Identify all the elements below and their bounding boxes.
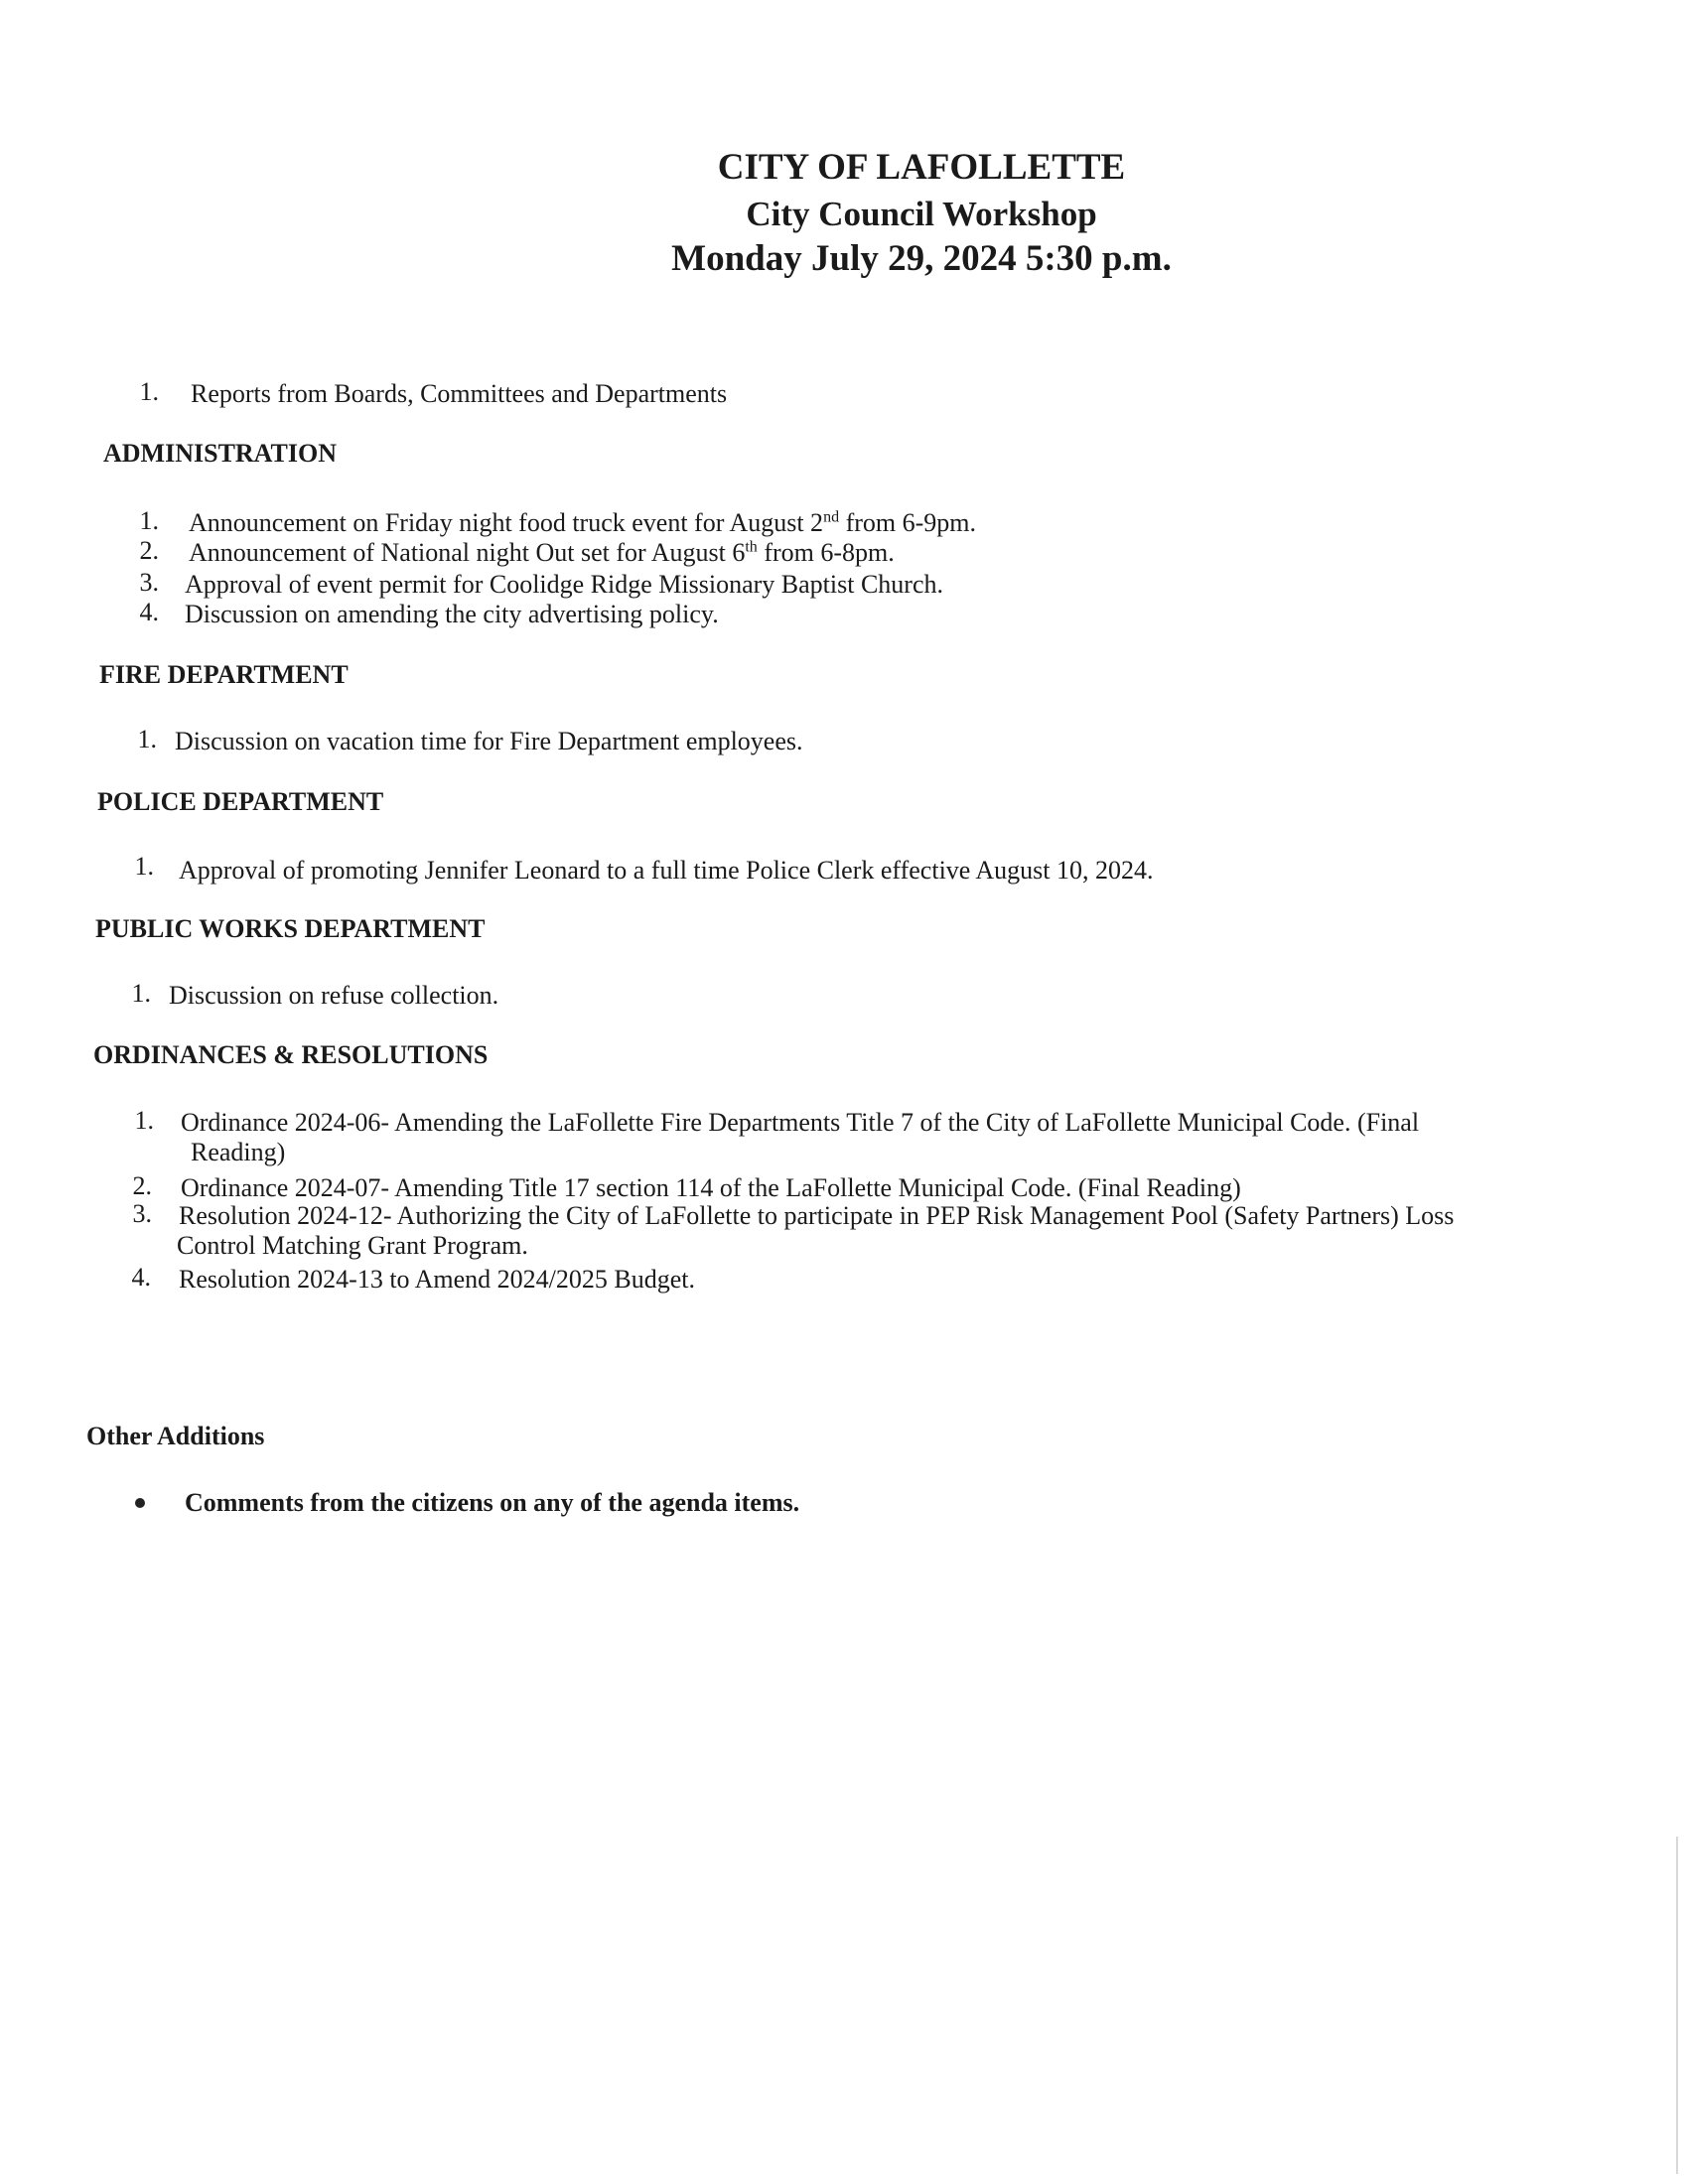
meeting-date: Monday July 29, 2024 5:30 p.m.: [671, 238, 1172, 279]
police-item-1-text: Approval of promoting Jennifer Leonard to a full time Police Clerk effective August 10, 2024.: [179, 856, 1154, 885]
admin-item-1-number: 1.: [139, 506, 159, 535]
admin-item-2-text: Announcement of National night Out set for August 6th from 6-8pm.: [189, 538, 895, 567]
ordinance-item-1-line2: Reading): [191, 1138, 286, 1166]
scan-edge-line: [1676, 1837, 1678, 2174]
section-heading-administration: ADMINISTRATION: [103, 439, 337, 468]
ordinance-item-3-line1: Resolution 2024-12- Authorizing the City of LaFollette to participate in PEP Risk Management Pool (Safety Partners) Loss: [179, 1201, 1455, 1230]
section-heading-public-works: PUBLIC WORKS DEPARTMENT: [95, 914, 486, 943]
bullet-icon: [135, 1498, 145, 1508]
admin-item-3-number: 3.: [139, 568, 159, 597]
admin-item-3-text: Approval of event permit for Coolidge Ridge Missionary Baptist Church.: [185, 570, 943, 599]
ordinance-item-1-number: 1.: [134, 1106, 154, 1135]
fire-item-1-number: 1.: [137, 725, 157, 753]
ordinance-item-2-number: 2.: [132, 1171, 152, 1200]
admin-item-4-text: Discussion on amending the city advertising policy.: [185, 600, 719, 628]
ordinance-item-3-number: 3.: [132, 1199, 152, 1228]
public-works-item-1-text: Discussion on refuse collection.: [169, 981, 499, 1010]
intro-number: 1.: [139, 377, 159, 406]
ordinance-item-4-line1: Resolution 2024-13 to Amend 2024/2025 Budget.: [179, 1265, 695, 1294]
ordinance-item-2-line1: Ordinance 2024-07- Amending Title 17 section 114 of the LaFollette Municipal Code. (Final Reading): [181, 1173, 1241, 1202]
public-works-item-1-number: 1.: [131, 979, 151, 1008]
police-item-1-number: 1.: [134, 852, 154, 881]
section-heading-fire: FIRE DEPARTMENT: [99, 660, 349, 689]
section-heading-police: POLICE DEPARTMENT: [97, 787, 384, 816]
ordinance-item-4-number: 4.: [131, 1263, 151, 1292]
admin-item-4-number: 4.: [139, 598, 159, 626]
intro-text: Reports from Boards, Committees and Departments: [191, 379, 728, 408]
ordinance-item-1-line1: Ordinance 2024-06- Amending the LaFollette Fire Departments Title 7 of the City of LaFollette Municipal Code. (Final: [181, 1108, 1420, 1137]
ordinance-item-3-line2: Control Matching Grant Program.: [177, 1231, 528, 1260]
other-item-1-text: Comments from the citizens on any of the agenda items.: [185, 1488, 800, 1517]
section-heading-other-additions: Other Additions: [86, 1422, 265, 1450]
fire-item-1-text: Discussion on vacation time for Fire Department employees.: [175, 727, 803, 755]
section-heading-ordinances: ORDINANCES & RESOLUTIONS: [93, 1040, 489, 1069]
admin-item-2-number: 2.: [139, 536, 159, 565]
document-subtitle: City Council Workshop: [746, 195, 1097, 233]
admin-item-1-text: Announcement on Friday night food truck event for August 2nd from 6-9pm.: [189, 508, 976, 537]
document-title: CITY OF LAFOLLETTE: [717, 147, 1126, 188]
